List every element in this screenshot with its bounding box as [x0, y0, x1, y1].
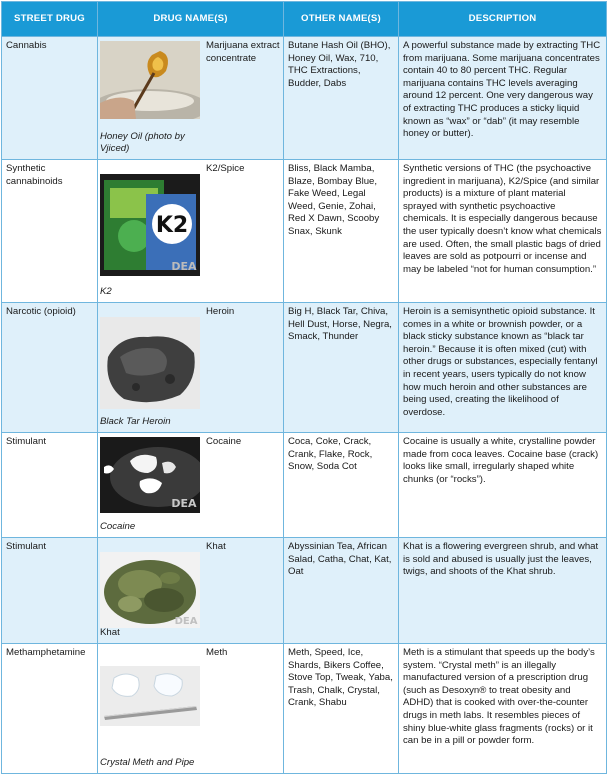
photo-caption: Cocaine: [100, 521, 136, 533]
photo-caption: Honey Oil (photo by Vjiced): [100, 130, 185, 155]
cocaine-photo: [100, 437, 200, 513]
drug-name: Meth: [206, 647, 228, 658]
drug-name-cell: [98, 644, 284, 774]
crystal-meth-photo: [100, 666, 200, 726]
photo-caption: K2: [100, 286, 112, 298]
table-row: [2, 644, 607, 774]
description-cell: Synthetic versions of THC (the psychoactive ingredient in marijuana), K2/Spice (and similar products) is a mixture of plant material sprayed with synthetic psychoactive chemicals. It is especially dangerous because the user typically doesn’t know what chemicals are used. Often, the small plastic bags of dried leaves are sold as potpourri or incense and may be labeled “not for human consumption.”: [399, 160, 607, 303]
street-drug-cell: Stimulant: [2, 433, 98, 538]
header-street-drug: STREET DRUG: [2, 2, 98, 37]
other-names-cell: Coca, Coke, Crack, Crank, Flake, Rock, Snow, Soda Cot: [284, 433, 399, 538]
description-cell: Heroin is a semisynthetic opioid substance. It comes in a white or brownish powder, or a black sticky substance known as “black tar heroin.” Because it is often mixed (cut) with other drugs or substances, especially fentanyl in recent years, users typically do not know how much heroin and other substances are being used, creating the likelihood of overdose.: [399, 303, 607, 433]
table-row: [2, 538, 607, 644]
dea-watermark: DEA: [171, 497, 197, 510]
drug-name-cell: [98, 303, 284, 433]
description-cell: Cocaine is usually a white, crystalline powder made from coca leaves. Cocaine base (crack) looks like small, irregularly shaped white chunks (or “rocks”).: [399, 433, 607, 538]
street-drug-cell: Cannabis: [2, 37, 98, 160]
photo-caption: Khat: [100, 627, 120, 639]
street-drug-cell: Stimulant: [2, 538, 98, 644]
description-cell: Khat is a flowering evergreen shrub, and what is sold and abused is usually just the leaves, twigs, and shoots of the Khat shrub.: [399, 538, 607, 644]
honey-oil-photo: [100, 41, 200, 119]
drug-name: Cocaine: [206, 436, 242, 447]
khat-photo: [100, 552, 200, 628]
dea-watermark: DEA: [171, 260, 197, 273]
description-cell: Meth is a stimulant that speeds up the body’s system. “Crystal meth” is an illegally manufactured version of a prescription drug (such as Desoxyn® to treat obesity and ADHD) that is cooked with over-the-counter drugs in meth labs. It resembles pieces of shiny blue-white glass fragments (rocks) or it can be in a pill or powder form.: [399, 644, 607, 774]
header-description: DESCRIPTION: [399, 2, 607, 37]
street-drug-cell: Synthetic cannabinoids: [2, 160, 98, 303]
street-drug-cell: Narcotic (opioid): [2, 303, 98, 433]
table-row: [2, 433, 607, 538]
drug-name-cell: [98, 538, 284, 644]
other-names-cell: Butane Hash Oil (BHO), Honey Oil, Wax, 710, THC Extractions, Budder, Dabs: [284, 37, 399, 160]
k2-photo-label: K2: [155, 213, 189, 238]
drug-name-cell: [98, 37, 284, 160]
street-drug-cell: Methamphetamine: [2, 644, 98, 774]
black-tar-heroin-photo: [100, 317, 200, 409]
drug-name: Heroin: [206, 306, 235, 317]
k2-package-photo: [100, 174, 200, 276]
drug-name: K2/Spice: [206, 163, 245, 174]
table-row: [2, 160, 607, 303]
drug-name: Marijuana extract concentrate: [206, 40, 280, 64]
header-other-names: OTHER NAME(S): [284, 2, 399, 37]
drug-name: Khat: [206, 541, 226, 552]
header-row: [2, 2, 607, 37]
table-row: [2, 303, 607, 433]
other-names-cell: Bliss, Black Mamba, Blaze, Bombay Blue, Fake Weed, Legal Weed, Genie, Zohai, Red X Dawn, Scooby Snax, Skunk: [284, 160, 399, 303]
other-names-cell: Big H, Black Tar, Chiva, Hell Dust, Horse, Negra, Smack, Thunder: [284, 303, 399, 433]
drug-name-cell: [98, 433, 284, 538]
other-names-cell: Meth, Speed, Ice, Shards, Bikers Coffee, Stove Top, Tweak, Yaba, Trash, Chalk, Crystal, Crank, Shabu: [284, 644, 399, 774]
drug-name-cell: [98, 160, 284, 303]
header-drug-names: DRUG NAME(S): [98, 2, 284, 37]
other-names-cell: Abyssinian Tea, African Salad, Catha, Chat, Kat, Oat: [284, 538, 399, 644]
photo-caption: Crystal Meth and Pipe: [100, 757, 195, 769]
table-row: [2, 37, 607, 160]
description-cell: A powerful substance made by extracting THC from marijuana. Some marijuana concentrates contain 40 to 80 percent THC. Regular marijuana contains THC levels averaging around 12 percent. One very dangerous way of extracting THC produces a sticky liquid known as “wax” or “dab” (it may resemble honey or butter).: [399, 37, 607, 160]
dea-watermark: DEA: [174, 616, 198, 627]
photo-caption: Black Tar Heroin: [100, 416, 171, 428]
drug-table: [1, 1, 607, 774]
